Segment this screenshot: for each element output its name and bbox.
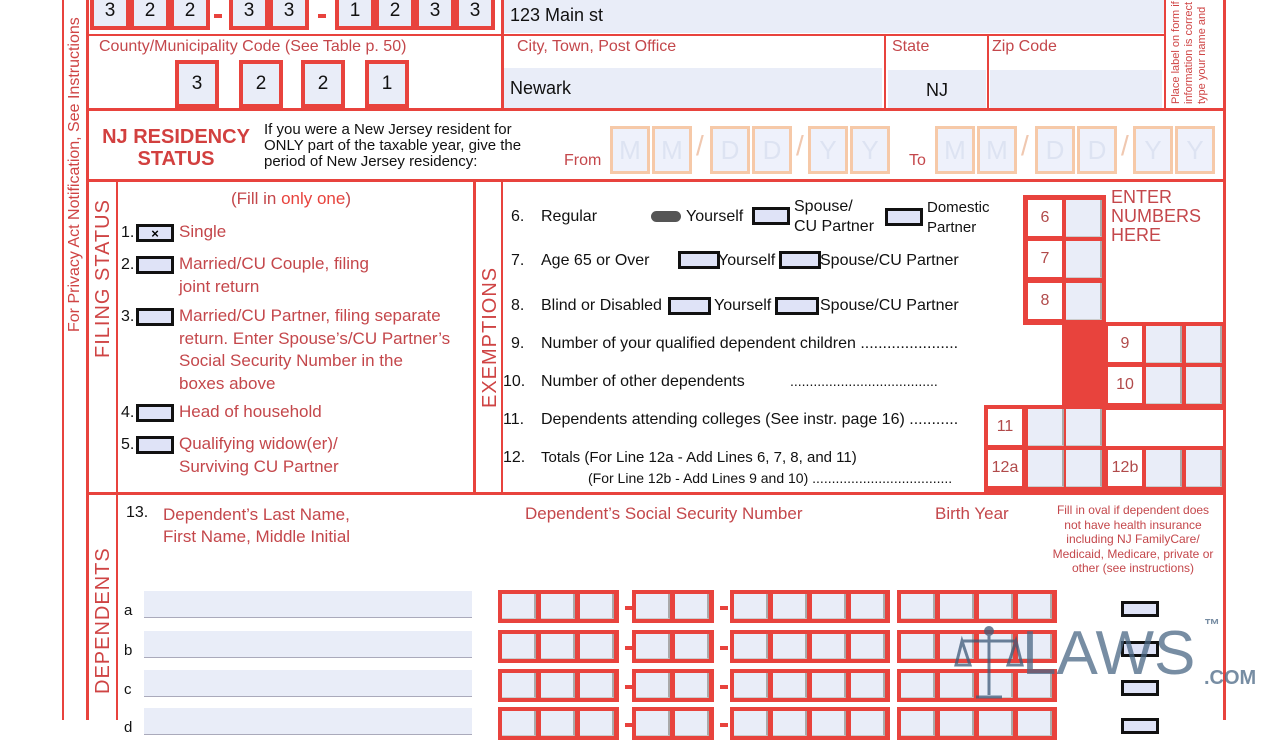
- dependent-name-field[interactable]: [144, 631, 472, 658]
- filing-option-number: 1.: [121, 224, 135, 241]
- filing-option-number: 5.: [121, 436, 135, 453]
- instruction-text: ): [345, 189, 352, 208]
- line6-domestic-text: Domestic: [927, 199, 990, 216]
- filing-option-label: boxes above: [179, 373, 276, 393]
- dependent-ssn-header: Dependent’s Social Security Number: [525, 504, 803, 523]
- line-8-label: 8: [1028, 283, 1062, 319]
- line7-spouse-checkbox[interactable]: [779, 251, 821, 269]
- line6-domestic-label: [927, 198, 990, 238]
- from-date-box[interactable]: M: [652, 126, 692, 174]
- residency-title-line: NJ RESIDENCY: [102, 126, 250, 148]
- line10-label: Number of other dependents: [541, 373, 745, 390]
- header-line: Dependent’s Last Name,: [163, 505, 350, 524]
- ssn-digit[interactable]: 1: [335, 0, 375, 30]
- left-border: [62, 0, 64, 720]
- dependent-ssn-digit[interactable]: [812, 711, 846, 736]
- line-6-label: 6: [1028, 200, 1062, 236]
- from-date-box[interactable]: D: [710, 126, 750, 174]
- enter-numbers-line: ENTER: [1111, 187, 1173, 207]
- ssn-digit[interactable]: 3: [229, 0, 269, 30]
- dependent-ssn-digit[interactable]: [502, 594, 536, 619]
- filing-option-label: joint return: [179, 276, 260, 296]
- ssn-dash: [720, 606, 728, 610]
- filing-option-checkbox[interactable]: [136, 436, 174, 454]
- line-6-input[interactable]: [1066, 200, 1102, 237]
- line-10-input[interactable]: [1146, 367, 1182, 404]
- note-line: Fill in oval if dependent does: [1056, 503, 1210, 517]
- from-date-box[interactable]: D: [752, 126, 792, 174]
- line-11-input[interactable]: [1066, 409, 1102, 446]
- ssn-dash: [720, 646, 728, 650]
- dependent-row-letter: c: [124, 681, 132, 698]
- dependent-ssn-digit[interactable]: [734, 673, 768, 698]
- birth-year-header: Birth Year: [935, 504, 1009, 523]
- filing-option-label: Married/CU Partner, filing separate: [179, 306, 441, 325]
- residency-title-line: STATUS: [137, 148, 215, 170]
- instruction-text: (Fill in: [231, 189, 282, 208]
- filing-option-number: 2.: [121, 256, 135, 273]
- ssn-dash: [720, 685, 728, 689]
- ssn-digit[interactable]: 2: [130, 0, 170, 30]
- street-address-field[interactable]: 123 Main st: [504, 0, 1164, 33]
- ssn-digit[interactable]: 3: [455, 0, 495, 30]
- divider: [87, 34, 502, 36]
- grid-filled-block: [1062, 322, 1106, 408]
- line-12a-input[interactable]: [1028, 450, 1064, 487]
- note-line: other (see instructions): [1071, 561, 1195, 575]
- dependent-row-letter: d: [124, 719, 133, 736]
- county-code-digit[interactable]: 1: [365, 60, 409, 108]
- dependent-ssn-digit[interactable]: [541, 594, 575, 619]
- birth-year-digit[interactable]: [901, 634, 935, 659]
- line6-spouse-checkbox[interactable]: [752, 207, 790, 225]
- dependent-name-field[interactable]: [144, 591, 472, 618]
- line-11-input[interactable]: [1028, 409, 1064, 446]
- filing-option-label: Social Security Number in the: [179, 351, 403, 370]
- birth-year-digit[interactable]: [901, 711, 935, 736]
- to-date-separator: /: [1121, 130, 1129, 161]
- line-9-input[interactable]: [1146, 326, 1182, 363]
- dependent-ssn-digit[interactable]: [541, 634, 575, 659]
- line-7-label: 7: [1028, 241, 1062, 277]
- header-line: First Name, Middle Initial: [163, 527, 351, 546]
- birth-year-digit[interactable]: [901, 673, 935, 698]
- line8-label: Blind or Disabled: [541, 297, 662, 314]
- label-note: [1170, 1, 1209, 104]
- privacy-notice: For Privacy Act Notification, See Instructions: [66, 17, 83, 332]
- zip-field[interactable]: [990, 70, 1162, 108]
- dependent-ssn-digit[interactable]: [773, 634, 807, 659]
- dependent-ssn-digit[interactable]: [734, 634, 768, 659]
- residency-title: [92, 126, 260, 170]
- grid-white-gap: [1106, 410, 1223, 446]
- dependent-ssn-digit[interactable]: [851, 634, 885, 659]
- divider: [87, 179, 1225, 182]
- to-date-box[interactable]: Y: [1175, 126, 1215, 174]
- dependent-ssn-digit[interactable]: [851, 711, 885, 736]
- line11-label: Dependents attending colleges (See instr. page 16) ...........: [541, 411, 959, 428]
- dependent-name-field[interactable]: [144, 670, 472, 697]
- state-field[interactable]: NJ: [888, 70, 986, 108]
- label-note-line: Place label on form if: [1170, 1, 1182, 104]
- divider: [87, 108, 1225, 111]
- from-date-box[interactable]: Y: [850, 126, 890, 174]
- dependents-label: DEPENDENTS: [92, 547, 114, 694]
- laws-tm: ™: [1204, 617, 1220, 634]
- label-note-line: information is correct: [1183, 1, 1195, 104]
- line7-num: 7.: [511, 252, 525, 269]
- to-date-separator: /: [1021, 130, 1029, 161]
- from-date-box[interactable]: Y: [808, 126, 848, 174]
- line7-label: Age 65 or Over: [541, 252, 650, 269]
- no-insurance-oval[interactable]: [1121, 718, 1159, 734]
- line7-yourself-checkbox[interactable]: [678, 251, 720, 269]
- zip-label: Zip Code: [992, 38, 1057, 55]
- dependent-ssn-digit[interactable]: [675, 673, 709, 698]
- line-12b-label: 12b: [1108, 450, 1142, 486]
- ssn-digit[interactable]: 3: [90, 0, 130, 30]
- filing-option-label: Head of household: [179, 402, 322, 421]
- dependent-ssn-digit[interactable]: [773, 594, 807, 619]
- dependent-ssn-digit[interactable]: [675, 594, 709, 619]
- filing-option-number: 4.: [121, 404, 135, 421]
- dependent-ssn-digit[interactable]: [541, 673, 575, 698]
- birth-year-digit[interactable]: [979, 711, 1013, 736]
- line13-num: 13.: [126, 504, 149, 521]
- residency-text-line: If you were a New Jersey resident for: [264, 121, 512, 138]
- to-date-box[interactable]: D: [1077, 126, 1117, 174]
- line6-num: 6.: [511, 208, 525, 225]
- birth-year-digit[interactable]: [901, 594, 935, 619]
- from-date-box[interactable]: M: [610, 126, 650, 174]
- dependent-ssn-digit[interactable]: [636, 634, 670, 659]
- yourself-oval-filled[interactable]: [651, 211, 681, 222]
- filing-status-label: FILING STATUS: [92, 199, 114, 358]
- line-8-input[interactable]: [1066, 283, 1102, 320]
- dependent-name-header: [163, 504, 350, 548]
- dependent-ssn-digit[interactable]: [580, 594, 614, 619]
- county-code-label: County/Municipality Code (See Table p. 50): [99, 38, 407, 55]
- scales-of-justice-icon: [954, 623, 1024, 703]
- line-12b-input[interactable]: [1186, 450, 1222, 487]
- filing-option-checkbox[interactable]: [136, 256, 174, 274]
- label-note-line: type your name and: [1196, 6, 1208, 104]
- laws-com: .COM: [1204, 667, 1257, 689]
- ssn-digit[interactable]: 2: [170, 0, 210, 30]
- laws-watermark: [950, 615, 1270, 705]
- line10-dots: ......................................: [790, 373, 938, 389]
- dependent-ssn-digit[interactable]: [580, 711, 614, 736]
- dependent-ssn-digit[interactable]: [851, 673, 885, 698]
- note-line: Medicaid, Medicare, private or: [1052, 546, 1214, 561]
- dependent-ssn-digit[interactable]: [812, 634, 846, 659]
- exemptions-label: EXEMPTIONS: [479, 266, 501, 408]
- note-line: not have health insurance: [1064, 517, 1202, 532]
- divider: [87, 492, 1225, 495]
- line6-spouse-label: [794, 197, 874, 237]
- county-code-digit[interactable]: 2: [239, 60, 283, 108]
- line12-label-b: (For Line 12b - Add Lines 9 and 10) ....................................: [588, 470, 953, 486]
- line-9-label: 9: [1108, 326, 1142, 362]
- line-12a-input[interactable]: [1066, 450, 1102, 487]
- dependent-ssn-digit[interactable]: [734, 594, 768, 619]
- divider: [987, 35, 989, 110]
- to-date-box[interactable]: M: [935, 126, 975, 174]
- to-date-box[interactable]: D: [1035, 126, 1075, 174]
- line12-label-a: Totals (For Line 12a - Add Lines 6, 7, 8, and 11): [541, 449, 857, 466]
- dependent-ssn-digit[interactable]: [636, 711, 670, 736]
- insurance-note: [1043, 503, 1223, 576]
- line-12b-input[interactable]: [1146, 450, 1182, 487]
- city-field[interactable]: Newark: [504, 68, 882, 108]
- dependent-ssn-digit[interactable]: [502, 673, 536, 698]
- line6-domestic-checkbox[interactable]: [885, 208, 923, 226]
- line6-yourself: Yourself: [686, 208, 744, 225]
- enter-numbers-line: HERE: [1111, 225, 1162, 245]
- to-date-box[interactable]: M: [977, 126, 1017, 174]
- filing-instruction: [231, 189, 351, 209]
- enter-numbers-label: [1111, 188, 1201, 245]
- line6-domestic-text: Partner: [927, 219, 977, 236]
- line6-spouse-text: Spouse/: [794, 198, 853, 215]
- line8-yourself-checkbox[interactable]: [668, 297, 711, 315]
- ssn-dash: [214, 14, 222, 18]
- laws-brand: LAWS: [1022, 619, 1196, 688]
- county-code-digit[interactable]: 3: [175, 60, 219, 108]
- ssn-dash: [720, 723, 728, 727]
- divider: [503, 34, 1165, 36]
- dependent-ssn-digit[interactable]: [773, 711, 807, 736]
- line-11-label: 11: [988, 409, 1022, 445]
- dependent-ssn-digit[interactable]: [502, 711, 536, 736]
- enter-numbers-line: NUMBERS: [1111, 206, 1202, 226]
- filing-option-label: return. Enter Spouse’s/CU Partner’s: [179, 328, 451, 348]
- line-10-label: 10: [1108, 367, 1142, 403]
- filing-option-checkbox[interactable]: ×: [136, 224, 174, 242]
- dependent-ssn-digit[interactable]: [636, 673, 670, 698]
- county-code-digit[interactable]: 2: [301, 60, 345, 108]
- birth-year-digit[interactable]: [1018, 711, 1052, 736]
- filing-option-label: Qualifying widow(er)/: [179, 434, 338, 453]
- dependent-ssn-digit[interactable]: [773, 673, 807, 698]
- from-label: From: [564, 152, 602, 169]
- line12-num: 12.: [503, 449, 526, 466]
- ssn-digit[interactable]: 3: [415, 0, 455, 30]
- line10-num: 10.: [503, 373, 526, 390]
- line8-yourself: Yourself: [714, 297, 772, 314]
- line9-num: 9.: [511, 335, 525, 352]
- residency-text-line: period of New Jersey residency:: [264, 153, 478, 170]
- ssn-digit[interactable]: 2: [375, 0, 415, 30]
- dependent-ssn-digit[interactable]: [734, 711, 768, 736]
- line6-spouse-text: CU Partner: [794, 218, 875, 235]
- dependent-row-letter: b: [124, 642, 133, 659]
- divider: [116, 494, 118, 720]
- divider: [1164, 0, 1166, 110]
- from-date-separator: /: [696, 130, 704, 161]
- city-label: City, Town, Post Office: [517, 38, 677, 55]
- line-10-input[interactable]: [1186, 367, 1222, 404]
- line-9-input[interactable]: [1186, 326, 1222, 363]
- from-date-separator: /: [796, 130, 804, 161]
- ssn-dash: [318, 14, 326, 18]
- note-line: including NJ FamilyCare/: [1066, 532, 1200, 546]
- residency-text-line: ONLY part of the taxable year, give the: [264, 137, 522, 154]
- dependent-ssn-digit[interactable]: [675, 634, 709, 659]
- filing-option-number: 3.: [121, 308, 135, 325]
- dependent-ssn-digit[interactable]: [636, 594, 670, 619]
- divider: [884, 35, 886, 110]
- dependent-ssn-digit[interactable]: [812, 594, 846, 619]
- dependent-ssn-digit[interactable]: [580, 673, 614, 698]
- line8-spouse: Spouse/CU Partner: [820, 297, 959, 314]
- residency-instructions: [264, 122, 521, 170]
- line-7-input[interactable]: [1066, 241, 1102, 278]
- dependent-row-letter: a: [124, 602, 133, 619]
- dependent-ssn-digit[interactable]: [580, 634, 614, 659]
- dependent-ssn-digit[interactable]: [541, 711, 575, 736]
- line9-label: Number of your qualified dependent children ......................: [541, 335, 959, 352]
- line7-yourself: Yourself: [718, 252, 776, 269]
- divider: [116, 181, 118, 494]
- filing-option-label: Single: [179, 222, 227, 241]
- filing-option-label: Surviving CU Partner: [179, 456, 339, 476]
- state-label: State: [892, 38, 930, 55]
- birth-year-digit[interactable]: [940, 711, 974, 736]
- dependent-ssn-digit[interactable]: [502, 634, 536, 659]
- line8-num: 8.: [511, 297, 525, 314]
- dependent-name-field[interactable]: [144, 708, 472, 735]
- line11-num: 11.: [503, 411, 525, 428]
- to-date-box[interactable]: Y: [1133, 126, 1173, 174]
- line8-spouse-checkbox[interactable]: [775, 297, 819, 315]
- filing-option-checkbox[interactable]: [136, 404, 174, 422]
- dependent-ssn-digit[interactable]: [675, 711, 709, 736]
- ssn-digit[interactable]: 3: [269, 0, 309, 30]
- line-12a-label: 12a: [988, 450, 1022, 486]
- divider: [473, 181, 476, 494]
- filing-option-label: Married/CU Couple, filing: [179, 254, 369, 273]
- line6-label: Regular: [541, 208, 598, 225]
- filing-option-checkbox[interactable]: [136, 308, 174, 326]
- to-label: To: [909, 152, 926, 169]
- instruction-emphasis: only one: [281, 189, 346, 208]
- dependent-ssn-digit[interactable]: [851, 594, 885, 619]
- dependent-ssn-digit[interactable]: [812, 673, 846, 698]
- line7-spouse: Spouse/CU Partner: [820, 252, 959, 269]
